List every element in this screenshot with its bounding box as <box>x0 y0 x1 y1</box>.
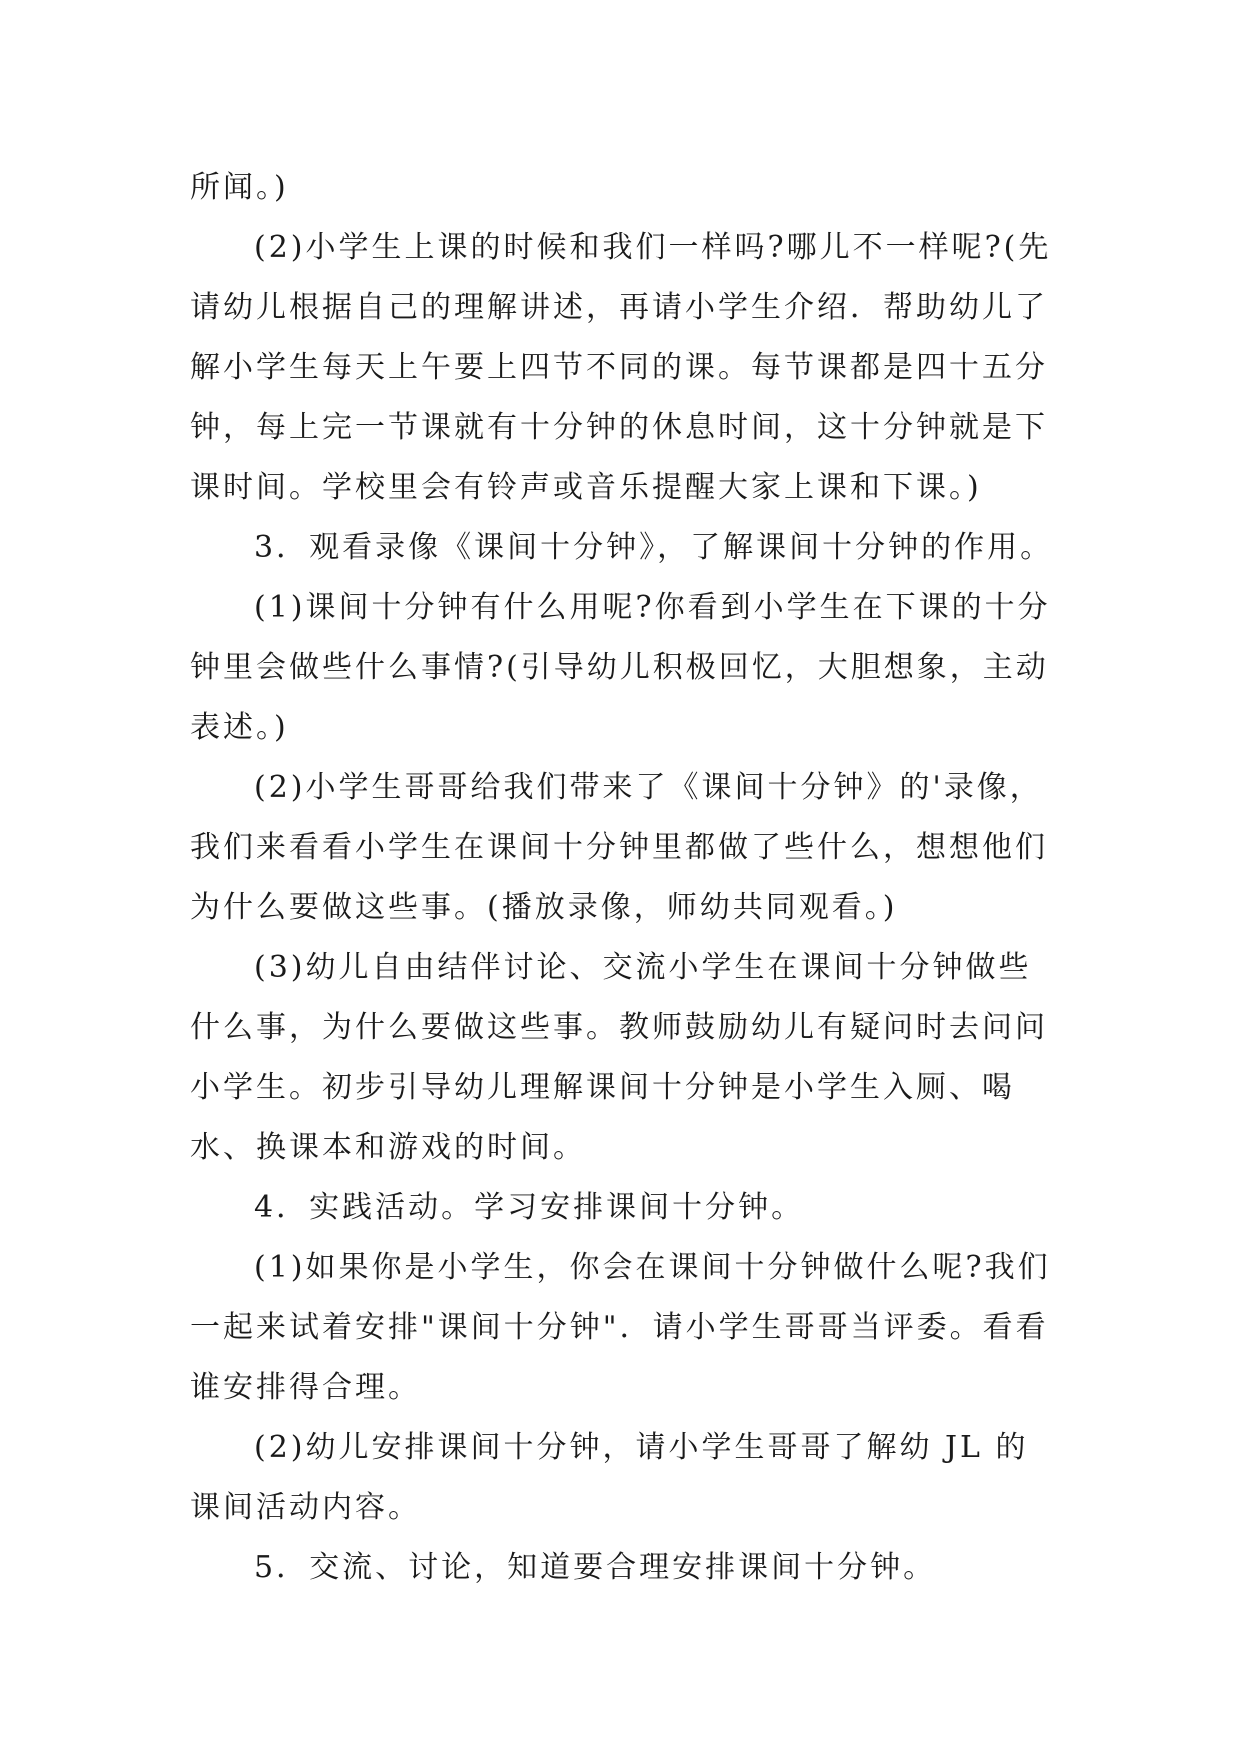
paragraph-item-3-discussion: (3)幼儿自由结伴讨论、交流小学生在课间十分钟做些什么事，为什么要做这些事。教师鼓励幼儿有疑问时去问问小学生。初步引导幼儿理解课间十分钟是小学生入厕、喝水、换课本和游戏的时间。 <box>190 950 1048 1165</box>
paragraph-step-3-watch-video: 3．观看录像《课间十分钟》，了解课间十分钟的作用。 <box>254 530 1054 565</box>
paragraph-step-5-exchange: 5．交流、讨论，知道要合理安排课间十分钟。 <box>254 1550 937 1585</box>
paragraph-item-2-class-comparison: (2)小学生上课的时候和我们一样吗?哪儿不一样呢?(先请幼儿根据自己的理解讲述，再请小学生介绍．帮助幼儿了解小学生每天上午要上四节不同的课。每节课都是四十五分钟，每上完一节课就有十分钟的休息时间，这十分钟就是下课时间。学校里会有铃声或音乐提醒大家上课和下课。) <box>190 230 1052 505</box>
paragraph-item-2-video: (2)小学生哥哥给我们带来了《课间十分钟》的'录像，我们来看看小学生在课间十分钟里都做了些什么，想想他们为什么要做这些事。(播放录像，师幼共同观看。) <box>190 770 1048 925</box>
paragraph-step-4-practice: 4．实践活动。学习安排课间十分钟。 <box>254 1190 805 1225</box>
paragraph-item-2-children-arrange: (2)幼儿安排课间十分钟，请小学生哥哥了解幼 JL 的课间活动内容。 <box>190 1430 1029 1525</box>
paragraph-continuation: 所闻。) <box>190 170 289 205</box>
document-body <box>190 158 1060 1598</box>
paragraph-item-1-arrange: (1)如果你是小学生，你会在课间十分钟做什么呢?我们一起来试着安排"课间十分钟"．请小学生哥哥当评委。看看谁安排得合理。 <box>190 1250 1051 1405</box>
paragraph-item-1-break-use: (1)课间十分钟有什么用呢?你看到小学生在下课的十分钟里会做些什么事情?(引导幼儿积极回忆，大胆想象，主动表述。) <box>190 590 1051 745</box>
